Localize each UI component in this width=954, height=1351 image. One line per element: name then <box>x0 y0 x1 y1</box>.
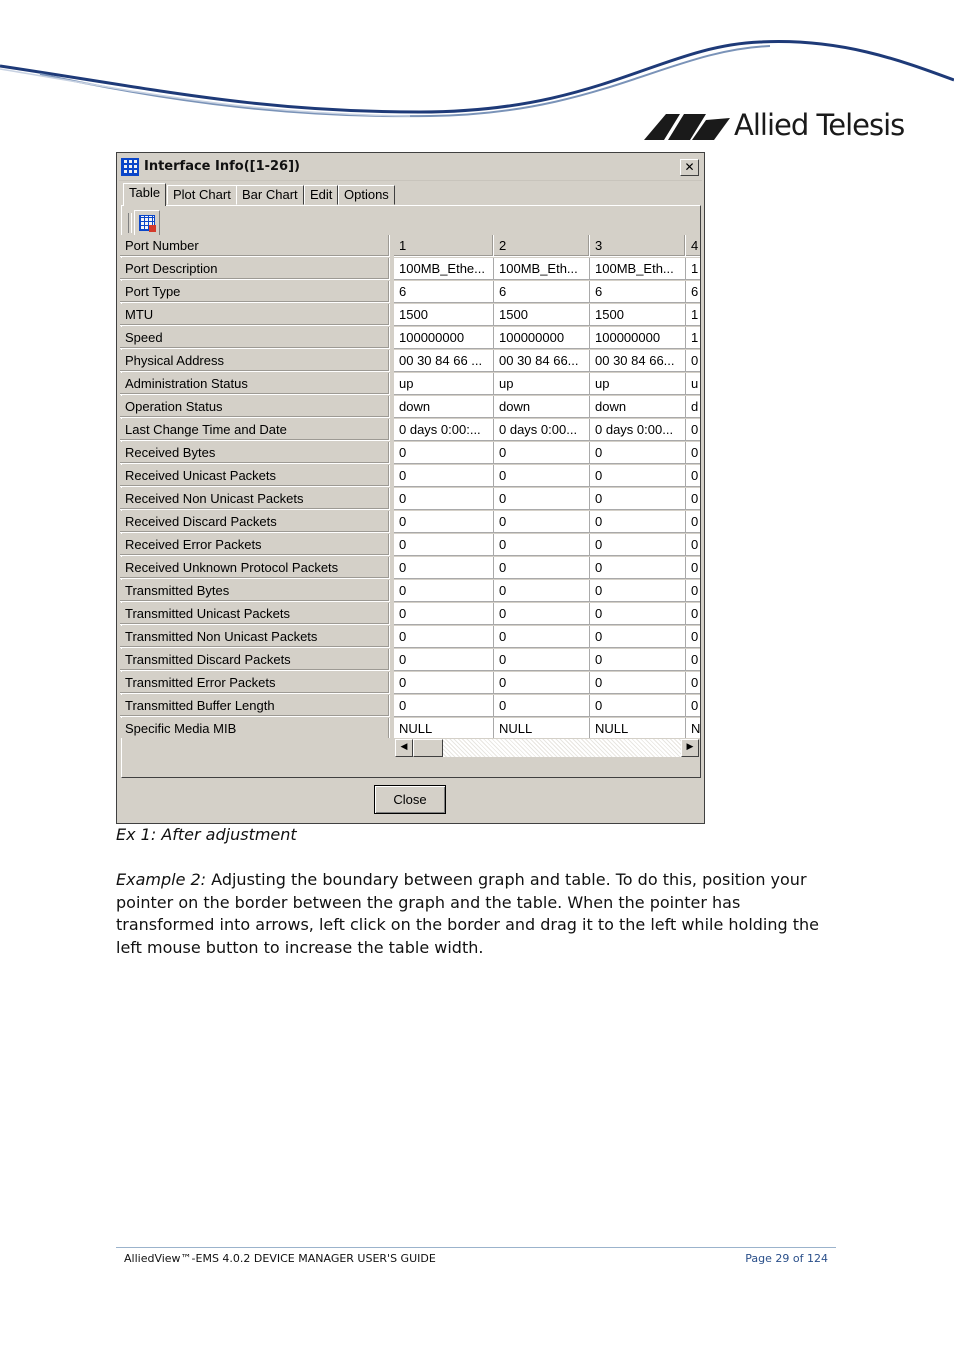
table-row <box>120 649 700 672</box>
table-cell[interactable]: up <box>590 373 686 395</box>
table-row <box>120 626 700 649</box>
row-label: Transmitted Bytes <box>120 580 390 602</box>
table-row <box>120 373 700 396</box>
interface-table <box>120 235 700 738</box>
table-cell[interactable]: NULL <box>494 718 590 738</box>
row-label: Transmitted Error Packets <box>120 672 390 694</box>
table-cell[interactable]: 0 <box>686 488 700 510</box>
table-row <box>120 442 700 465</box>
table-cell[interactable]: 0 <box>686 695 700 717</box>
row-label: Received Non Unicast Packets <box>120 488 390 510</box>
row-label: Received Discard Packets <box>120 511 390 533</box>
table-row <box>120 695 700 718</box>
table-row <box>120 396 700 419</box>
table-cell[interactable]: 0 <box>590 695 686 717</box>
table-row <box>120 258 700 281</box>
row-label: Received Error Packets <box>120 534 390 556</box>
table-cell[interactable]: 0 <box>590 488 686 510</box>
figure-caption: Ex 1: After adjustment <box>116 825 297 844</box>
table-cell[interactable]: 0 <box>686 350 700 372</box>
table-cell[interactable]: 0 <box>494 465 590 487</box>
table-cell[interactable]: NULL <box>590 718 686 738</box>
column-header[interactable]: 4 <box>686 235 700 257</box>
table-header-row <box>120 235 700 258</box>
table-cell[interactable]: 0 <box>494 626 590 648</box>
table-cell[interactable]: 100MB_Ethe... <box>394 258 494 280</box>
table-cell[interactable]: 00 30 84 66 ... <box>394 350 494 372</box>
table-cell[interactable]: NULL <box>394 718 494 738</box>
table-cell[interactable]: 0 <box>394 511 494 533</box>
table-cell[interactable]: up <box>494 373 590 395</box>
table-cell[interactable]: down <box>494 396 590 418</box>
table-row <box>120 327 700 350</box>
table-cell[interactable]: 0 <box>686 442 700 464</box>
table-cell[interactable]: 1500 <box>590 304 686 326</box>
table-cell[interactable]: 0 <box>590 465 686 487</box>
table-cell[interactable]: 0 <box>686 419 700 441</box>
tab-options[interactable]: Options <box>338 185 395 205</box>
row-label: Transmitted Unicast Packets <box>120 603 390 625</box>
table-cell[interactable]: 00 30 84 66... <box>590 350 686 372</box>
tab-table[interactable]: Table <box>123 183 166 206</box>
row-label: Port Number <box>120 235 390 257</box>
table-cell[interactable]: 0 <box>394 534 494 556</box>
table-cell[interactable]: 0 <box>494 603 590 625</box>
table-cell[interactable]: 100MB_Eth... <box>494 258 590 280</box>
row-label: Transmitted Discard Packets <box>120 649 390 671</box>
table-cell[interactable]: u <box>686 373 700 395</box>
tab-bar-chart[interactable]: Bar Chart <box>236 185 304 205</box>
table-cell[interactable]: 0 <box>394 649 494 671</box>
table-cell[interactable]: 0 <box>686 511 700 533</box>
window-title: Interface Info([1-26]) <box>144 159 300 174</box>
scroll-left-icon[interactable]: ◀ <box>395 739 413 757</box>
interface-info-window <box>116 152 705 824</box>
table-cell[interactable]: 0 <box>494 511 590 533</box>
table-cell[interactable]: 0 <box>394 465 494 487</box>
window-close-button[interactable]: ✕ <box>680 159 699 176</box>
table-row <box>120 304 700 327</box>
table-cell[interactable]: 6 <box>590 281 686 303</box>
table-cell[interactable]: 100000000 <box>590 327 686 349</box>
table-cell[interactable]: 0 <box>494 534 590 556</box>
page-number: Page 29 of 124 <box>745 1252 828 1265</box>
row-label: Transmitted Buffer Length <box>120 695 390 717</box>
table-row <box>120 534 700 557</box>
table-cell[interactable]: 00 30 84 66... <box>494 350 590 372</box>
company-logo <box>644 108 904 146</box>
table-cell[interactable]: 0 <box>394 603 494 625</box>
scroll-thumb[interactable] <box>413 739 443 757</box>
tab-edit[interactable]: Edit <box>304 185 338 205</box>
row-label: Port Type <box>120 281 390 303</box>
table-cell[interactable]: 6 <box>394 281 494 303</box>
table-cell[interactable]: 0 <box>686 603 700 625</box>
table-cell[interactable]: 0 <box>494 695 590 717</box>
table-cell[interactable]: 1 <box>686 258 700 280</box>
table-cell[interactable]: 0 <box>686 649 700 671</box>
table-cell[interactable]: 0 <box>394 626 494 648</box>
brand-name: Allied Telesis <box>734 108 905 142</box>
table-cell[interactable]: 0 <box>394 488 494 510</box>
table-cell[interactable]: 100000000 <box>494 327 590 349</box>
table-cell[interactable]: down <box>394 396 494 418</box>
row-label: Received Bytes <box>120 442 390 464</box>
footer-title: AlliedView™-EMS 4.0.2 DEVICE MANAGER USER'S GUIDE <box>124 1252 436 1265</box>
table-cell[interactable]: 0 <box>494 580 590 602</box>
table-cell[interactable]: 1500 <box>394 304 494 326</box>
table-cell[interactable]: 0 <box>590 534 686 556</box>
allied-telesis-mark-icon <box>644 112 730 140</box>
table-cell[interactable]: 0 days 0:00... <box>494 419 590 441</box>
table-cell[interactable]: 0 <box>590 557 686 579</box>
table-cell[interactable]: 0 <box>590 626 686 648</box>
row-label: Received Unicast Packets <box>120 465 390 487</box>
row-label: Port Description <box>120 258 390 280</box>
table-cell[interactable]: 0 days 0:00... <box>590 419 686 441</box>
table-row <box>120 419 700 442</box>
table-cell[interactable]: 0 <box>686 465 700 487</box>
table-cell[interactable]: 0 <box>494 442 590 464</box>
row-label: Received Unknown Protocol Packets <box>120 557 390 579</box>
table-cell[interactable]: 0 days 0:00:... <box>394 419 494 441</box>
row-label: Last Change Time and Date <box>120 419 390 441</box>
table-cell[interactable]: up <box>394 373 494 395</box>
footer-rule <box>116 1247 836 1248</box>
close-button[interactable]: Close <box>374 785 446 814</box>
table-cell[interactable]: 0 <box>590 603 686 625</box>
table-cell[interactable]: 0 <box>394 557 494 579</box>
table-row <box>120 281 700 304</box>
table-cell[interactable]: 6 <box>494 281 590 303</box>
table-cell[interactable]: 0 <box>494 672 590 694</box>
tab-plot-chart[interactable]: Plot Chart <box>167 185 237 205</box>
table-cell[interactable]: down <box>590 396 686 418</box>
table-cell[interactable]: 0 <box>686 580 700 602</box>
table-row <box>120 511 700 534</box>
table-cell[interactable]: 0 <box>590 442 686 464</box>
table-grid-icon <box>139 215 155 231</box>
table-cell[interactable]: N <box>686 718 700 738</box>
table-cell[interactable]: 0 <box>686 534 700 556</box>
row-label: Transmitted Non Unicast Packets <box>120 626 390 648</box>
column-header[interactable]: 1 <box>394 235 494 257</box>
table-cell[interactable]: 0 <box>590 511 686 533</box>
table-row <box>120 488 700 511</box>
table-cell[interactable]: 0 <box>590 580 686 602</box>
toolbar-grip <box>128 213 132 233</box>
row-label: Operation Status <box>120 396 390 418</box>
row-label: Specific Media MIB <box>120 718 390 738</box>
table-cell[interactable]: 0 <box>686 626 700 648</box>
table-cell[interactable]: 100MB_Eth... <box>590 258 686 280</box>
table-row <box>120 580 700 603</box>
window-titlebar[interactable] <box>119 155 702 181</box>
table-cell[interactable]: 0 <box>686 672 700 694</box>
table-cell[interactable]: 0 <box>590 672 686 694</box>
table-cell[interactable]: 0 <box>394 580 494 602</box>
table-row <box>120 672 700 695</box>
table-cell[interactable]: 0 <box>394 695 494 717</box>
table-cell[interactable]: 0 <box>394 672 494 694</box>
paragraph-text: Adjusting the boundary between graph and table. To do this, position your pointer on the border between the graph and the table. When the pointer has transformed into arrows, left click on the border and drag it to the left while holding the left mouse button to increase the table width. <box>116 870 819 957</box>
row-label: MTU <box>120 304 390 326</box>
table-cell[interactable]: 0 <box>494 488 590 510</box>
body-paragraph <box>116 869 836 959</box>
table-row <box>120 350 700 373</box>
table-row <box>120 465 700 488</box>
table-cell[interactable]: 1 <box>686 327 700 349</box>
paragraph-lead: Example 2: <box>116 870 207 889</box>
table-cell[interactable]: 0 <box>494 557 590 579</box>
column-header[interactable]: 3 <box>590 235 686 257</box>
table-row <box>120 557 700 580</box>
toolbar-table-button[interactable] <box>134 210 160 236</box>
row-label: Physical Address <box>120 350 390 372</box>
row-label: Speed <box>120 327 390 349</box>
column-header[interactable]: 2 <box>494 235 590 257</box>
table-cell[interactable]: d <box>686 396 700 418</box>
table-cell[interactable]: 1500 <box>494 304 590 326</box>
table-cell[interactable]: 0 <box>686 557 700 579</box>
horizontal-scrollbar[interactable] <box>395 739 699 757</box>
table-cell[interactable]: 0 <box>590 649 686 671</box>
table-cell[interactable]: 1 <box>686 304 700 326</box>
table-cell[interactable]: 100000000 <box>394 327 494 349</box>
table-grid-icon <box>121 158 139 176</box>
table-cell[interactable]: 0 <box>394 442 494 464</box>
row-label: Administration Status <box>120 373 390 395</box>
table-cell[interactable]: 6 <box>686 281 700 303</box>
table-row <box>120 718 700 738</box>
table-row <box>120 603 700 626</box>
table-cell[interactable]: 0 <box>494 649 590 671</box>
scroll-right-icon[interactable]: ▶ <box>681 739 699 757</box>
